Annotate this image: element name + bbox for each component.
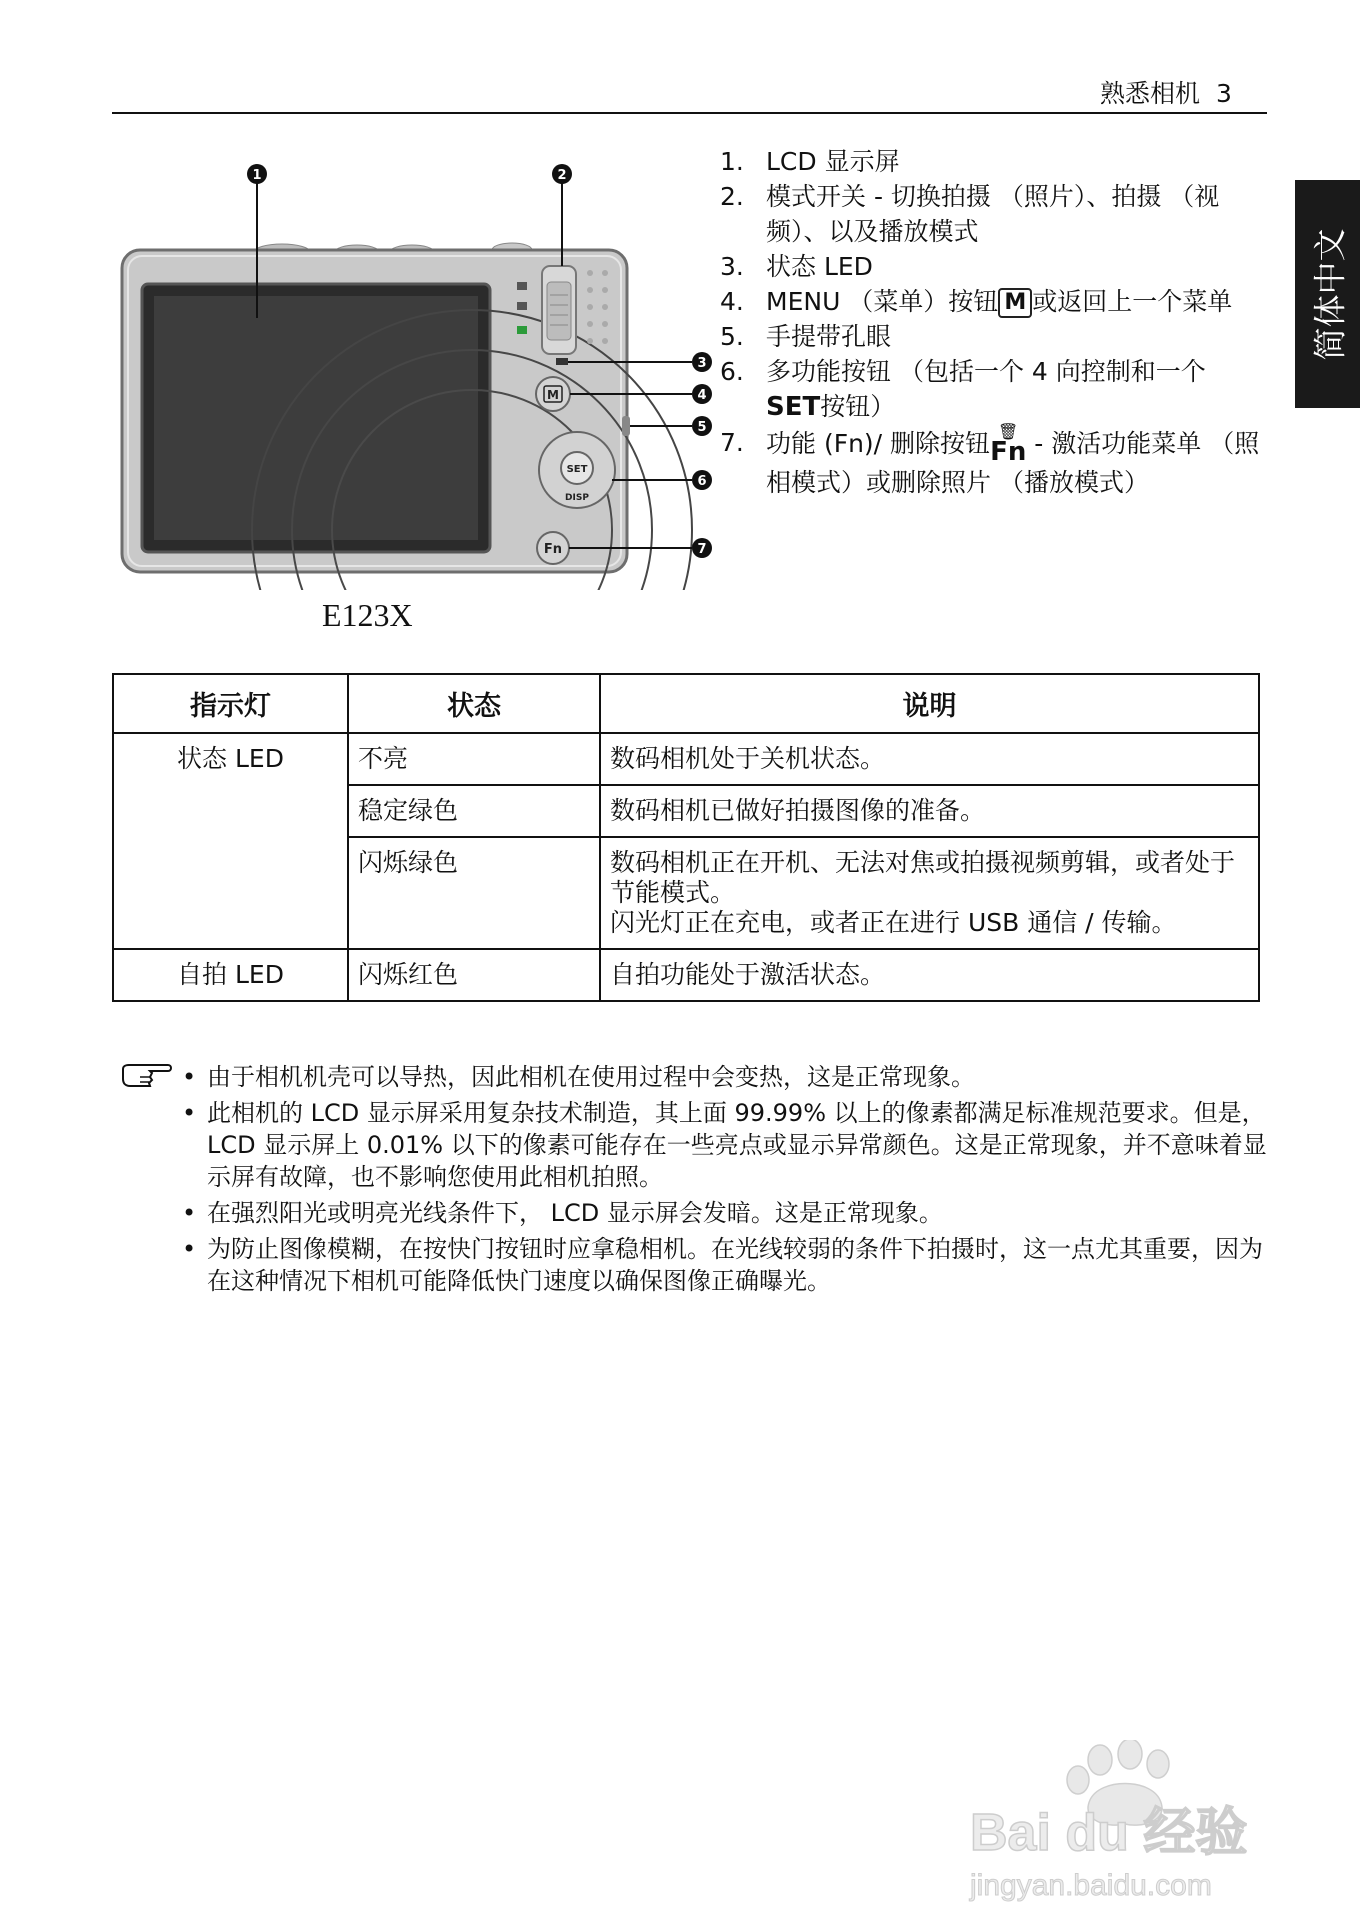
notes-section [120,1061,1270,1301]
table-cell: 数码相机处于关机状态。 [600,733,1259,785]
table-row [113,733,1259,785]
marker-2 [552,164,572,184]
header-title [1100,74,1232,110]
language-side-tab [1295,180,1360,408]
page-number: 3 [1216,79,1232,108]
table-row [113,949,1259,1001]
disp-label: DISP [565,493,589,503]
svg-text:6: 6 [697,474,707,489]
table-cell: 数码相机已做好拍摄图像的准备。 [600,785,1259,837]
table-cell: 闪烁红色 [348,949,600,1001]
legend-item: 7. 功能 (Fn)/ 删除按钮 🗑 Fn - 激活功能菜单 （照相模式）或删除照片 （播放模式） [720,422,1260,497]
marker-1 [247,164,267,184]
marker-6 [692,470,712,490]
camera-back-illustration [112,150,732,590]
table-cell: 状态 LED [113,733,348,949]
menu-button-label: M [547,388,559,402]
svg-text:7: 7 [697,542,707,557]
svg-text:1: 1 [252,168,262,183]
watermark-url: jingyan.baidu.com [970,1869,1212,1902]
camera-model-caption: E123X [322,597,413,633]
note-item: • 由于相机机壳可以导热，因此相机在使用过程中会变热，这是正常现象。 [182,1061,1270,1093]
legend-item: 5. 手提带孔眼 [720,322,892,351]
legend-item: 3. 状态 LED [720,252,873,281]
svg-text:5: 5 [697,420,707,435]
header-rule [112,112,1267,114]
svg-text:3: 3 [697,356,707,371]
menu-button-icon: M [998,288,1032,318]
column-header: 指示灯 [113,674,348,733]
note-item: • 为防止图像模糊，在按快门按钮时应拿稳相机。在光线较弱的条件下拍摄时，这一点尤其重要，因为在这种情况下相机可能降低快门速度以确保图像正确曝光。 [182,1233,1270,1297]
marker-4 [692,384,712,404]
note-item: • 此相机的 LCD 显示屏采用复杂技术制造，其上面 99.99% 以上的像素都满足标准规范要求。但是， LCD 显示屏上 0.01% 以下的像素可能存在一些亮点或显示异常颜色。这是正常现象，并不意味着显示屏有故障，也不影响您使用此相机拍照。 [182,1097,1270,1193]
svg-text:4: 4 [697,388,707,403]
column-header: 说明 [600,674,1259,733]
section-title: 熟悉相机 [1100,79,1201,108]
table-cell: 自拍功能处于激活状态。 [600,949,1259,1001]
svg-text:2: 2 [557,168,567,183]
table-cell: 自拍 LED [113,949,348,1001]
marker-3 [692,352,712,372]
marker-7 [692,538,712,558]
trash-icon: 🗑 [998,422,1019,441]
legend-item: 6. 多功能按钮 （包括一个 4 向控制和一个 SET按钮） [720,357,1206,422]
legend-item: 4. MENU （菜单）按钮 M 或返回上一个菜单 [720,287,1233,316]
baidu-jingyan-watermark [950,1740,1280,1910]
watermark-brand: Bai du 经验 [970,1804,1248,1862]
table-header-row [113,674,1259,733]
legend-item: 2. 模式开关 - 切换拍摄 （照片）、拍摄 （视频）、以及播放模式 [720,182,1220,246]
set-button-icon: SET [766,392,821,422]
table-cell: 不亮 [348,733,600,785]
status-led [556,358,568,365]
set-button-label: SET [566,464,588,475]
language-label: 简体中文 [1310,228,1349,360]
table-cell: 闪烁绿色 [348,837,600,949]
column-header: 状态 [348,674,600,733]
table-cell: 稳定绿色 [348,785,600,837]
fn-button-label: Fn [543,542,563,557]
legend-item: 1. LCD 显示屏 [720,147,900,176]
table-cell: 数码相机正在开机、无法对焦或拍摄视频剪辑，或者处于节能模式。 闪光灯正在充电，或者正在进行 USB 通信 / 传输。 [600,837,1259,949]
marker-5 [692,416,712,436]
note-item: • 在强烈阳光或明亮光线条件下， LCD 显示屏会发暗。这是正常现象。 [182,1197,1270,1229]
pointing-hand-icon [120,1063,174,1089]
led-status-table [112,673,1260,1002]
strap-eyelet [622,416,630,436]
fn-delete-icon: 🗑 Fn [990,422,1027,467]
parts-legend [720,144,1265,500]
